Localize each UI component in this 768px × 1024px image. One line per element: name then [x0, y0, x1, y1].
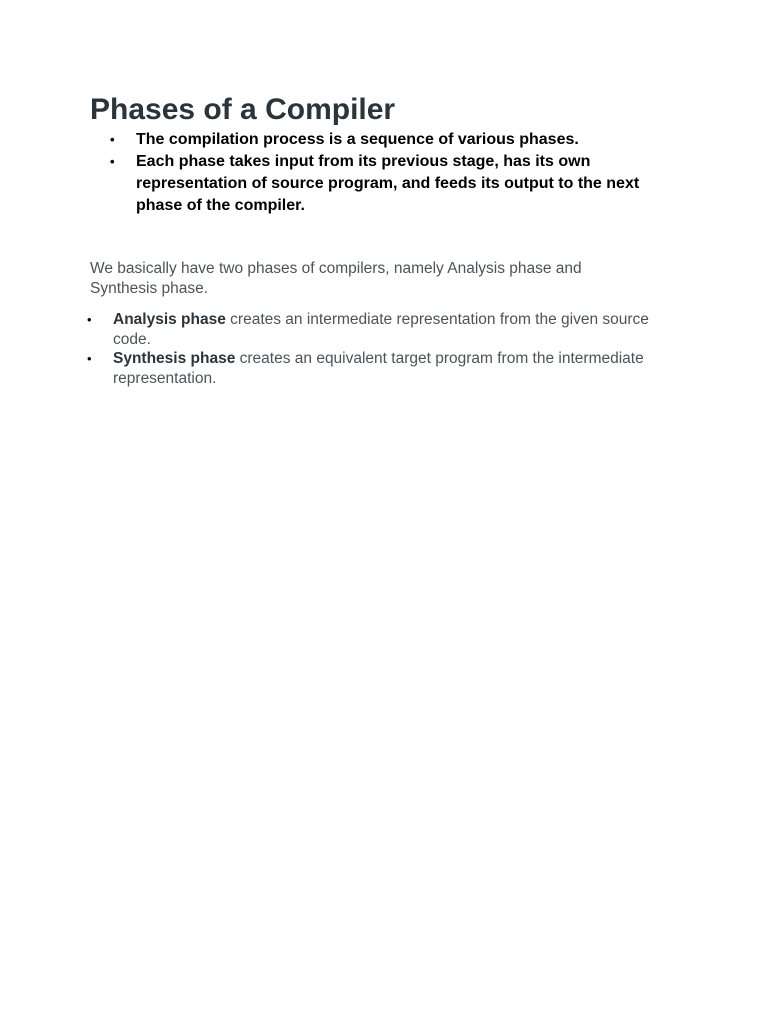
synthesis-phase-term: Synthesis phase [113, 350, 236, 367]
page-title: Phases of a Compiler [90, 93, 396, 126]
synthesis-phase-description: creates an equivalent target program from the intermediate representation. [113, 350, 644, 387]
analysis-phase-term: Analysis phase [113, 311, 226, 328]
list-item [110, 151, 676, 217]
list-item-text: Each phase takes input from its previous stage, has its own representation of source program, and feeds its output to the next phase of the compiler. [136, 153, 640, 214]
bullet-icon: • [87, 351, 92, 366]
bullet-icon: • [110, 132, 115, 147]
list-item [87, 349, 668, 388]
analysis-phase-description: creates an intermediate representation from the given source code. [113, 311, 649, 348]
list-item-text: The compilation process is a sequence of various phases. [136, 131, 579, 148]
list-item [110, 129, 676, 151]
compiler-process-list [110, 129, 676, 217]
bullet-icon: • [87, 312, 92, 327]
phase-list [87, 310, 668, 388]
list-item [87, 310, 668, 349]
intro-paragraph: We basically have two phases of compilers, namely Analysis phase and Synthesis phase. [90, 260, 582, 297]
bullet-icon: • [110, 154, 115, 169]
